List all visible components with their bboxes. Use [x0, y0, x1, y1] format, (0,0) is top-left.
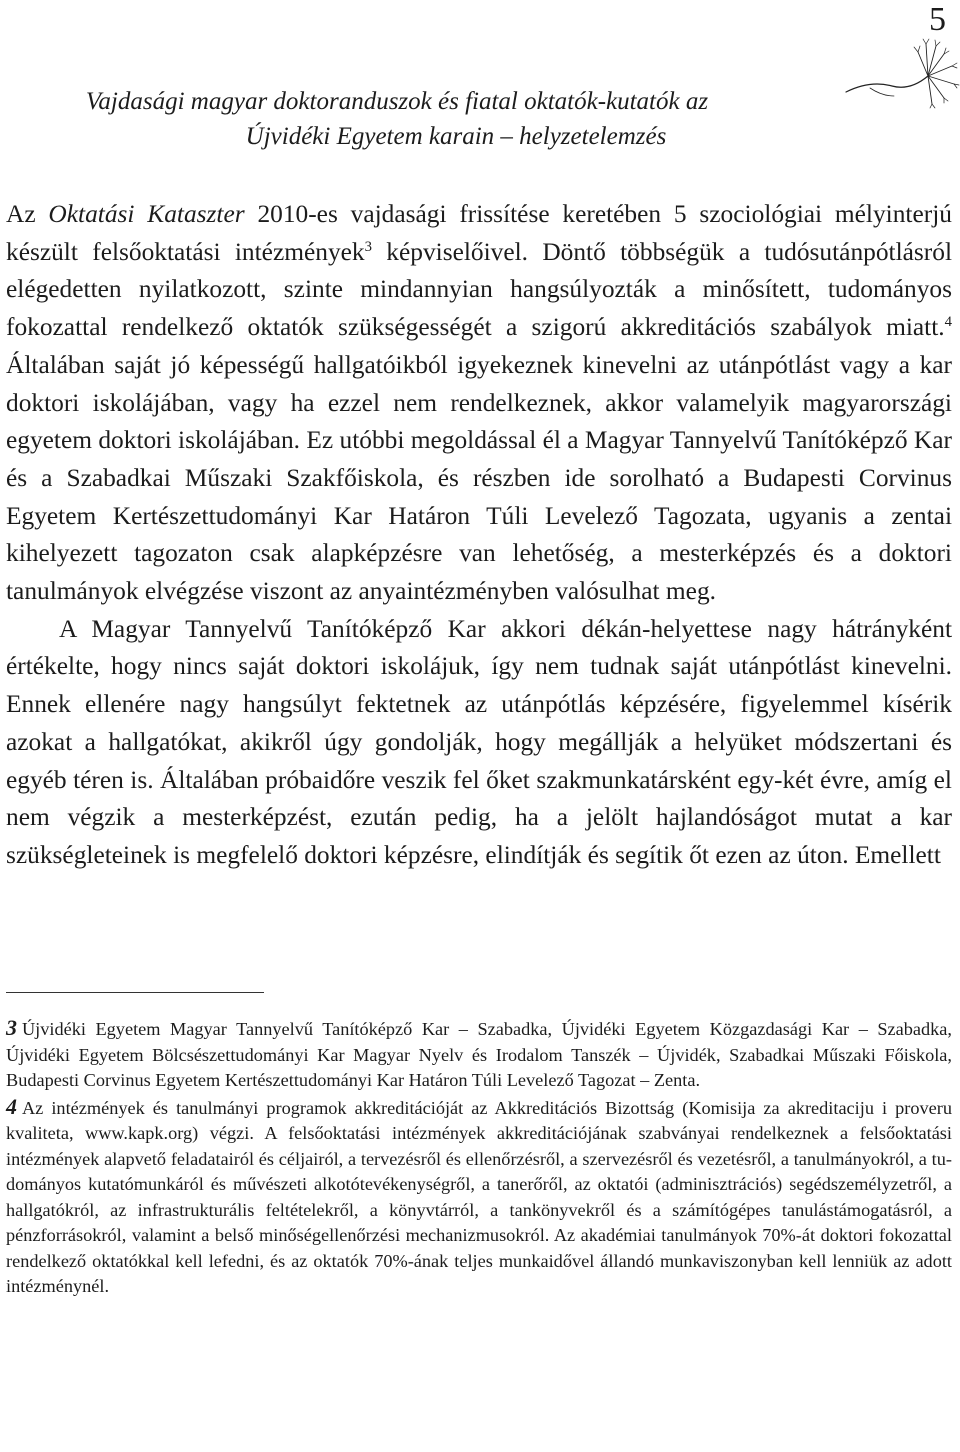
- page-number: 5: [929, 1, 946, 38]
- paragraph-1: Az Oktatási Kataszter 2010-es vajdasági frissítése keretében 5 szociológiai mélyinterjú készült felsőoktatási intézmények$^3$ képviselőivel. Döntő többségük a tudósutánpótlásról elégedetten nyilatkozott, szinte mindannyian hangsúlyozták a minősített, tudományos fokozattal rendelkező oktatók szükségességét a szigorú akkreditációs szabályok miatt.$^4$ Általában saját jó képességű hallgatóikból igyekeznek kinevelni az utánpótlást vagy a kar doktori iskolájában, vagy ha ezzel nem rendelkeznek, akkor valamelyik magyarországi egyetem doktori iskolájában. Ez utóbbi megoldással él a Magyar Tannyelvű Tanítóképző Kar és a Szabadkai Műszaki Szakfőiskola, és részben ide sorolható a Budapesti Corvinus Egyetem Kertészettudományi Kar Határon Túli Levelező Tagozata, ugyanis a zentai kihelyezett tagozaton csak alapképzésre van lehetőség, a mesterképzés és a doktori tanulmányok elvégzése viszont az anyaintézményben valósulhat meg.: [6, 200, 952, 606]
- footnote-divider: [6, 992, 264, 993]
- title-line-1: Vajdasági magyar doktoranduszok és fiatal oktatók-kutatók az: [85, 88, 709, 115]
- footnote-ref-4: 4: [944, 314, 952, 331]
- chapter-title: [0, 84, 960, 154]
- footnote-ref-3: 3: [364, 238, 372, 255]
- body-text: [6, 196, 952, 875]
- footnote-number: 4: [6, 1093, 17, 1119]
- title-line-2: Újvidéki Egyetem karain – helyzetelemzés: [245, 123, 667, 150]
- footnotes: [6, 1015, 952, 1300]
- italic-term: Oktatási Kataszter: [48, 200, 245, 228]
- footnote-number: 3: [6, 1015, 17, 1040]
- footnote-4: 4 Az intézmények és tanulmányi programok akkreditációját az Akkreditációs Bizottság (Komisija za akreditaciju i proveru kvaliteta, www.kapk.org) végzi. A felsőoktatási intézmények akkreditációjának szabványai rendelkeznek a felsőoktatási intézmények alapvető feladatairól és céljairól, a tervezésről és ellenőrzésről, a szervezésről és vezetésről, a tanulmányokról, a tudományos kutatómunkáról és művészeti alkotótevékenységről, a tanerőről, az oktatói (adminisztrációs) segédszemélyzetről, a hallgatókról, az infrastrukturális feltételekről, a könyvtárról, a tankönyvekről és a számítógépes tanulástámogatásról, a pénzforrásokról, valamint a belső minőségellenőrzési mechanizmusokról. Az akadémiai tanulmányok 70%-át doktori fokozattal rendelkező oktatókkal kell lefedni, és az oktatók 70%-ának teljes munkaidővel állandó munkaviszonyban kell lenniük az adott intézménynél.: [6, 1093, 952, 1296]
- paragraph-2: A Magyar Tannyelvű Tanítóképző Kar akkori dékán-helyettese nagy hátrányként értékelte, hogy nincs saját doktori iskolájuk, így nem tudnak saját utánpótlást kinevelni. Ennek ellenére nagy hangsúlyt fektetnek az utánpótlás képzésére, figyelemmel kísérik azokat a hallgatókat, akikről úgy gondolják, hogy megállják a helyüket módszertani és egyéb téren is. Általában próbaidőre veszik fel őket szakmunkatársként egy-két évre, amíg el nem végzik a mesterképzést, ezután pedig, ha a jelölt hajlandóságot mutat a kar szükségleteinek is megfelelő doktori képzésre, elindítják és segítik őt ezen az úton. Emellett: [6, 614, 952, 869]
- footnote-3: 3 Újvidéki Egyetem Magyar Tannyelvű Tanítóképző Kar – Szabadka, Újvidéki Egyetem Közgazdasági Kar – Szabadka, Újvidéki Egyetem Bölcsészettudományi Kar Magyar Nyelv és Irodalom Tanszék – Újvidék, Szabadkai Műszaki Főiskola, Budapesti Corvinus Egyetem Kertészettudományi Kar Határon Túli Levelező Tagozat – Zenta.: [6, 1015, 952, 1090]
